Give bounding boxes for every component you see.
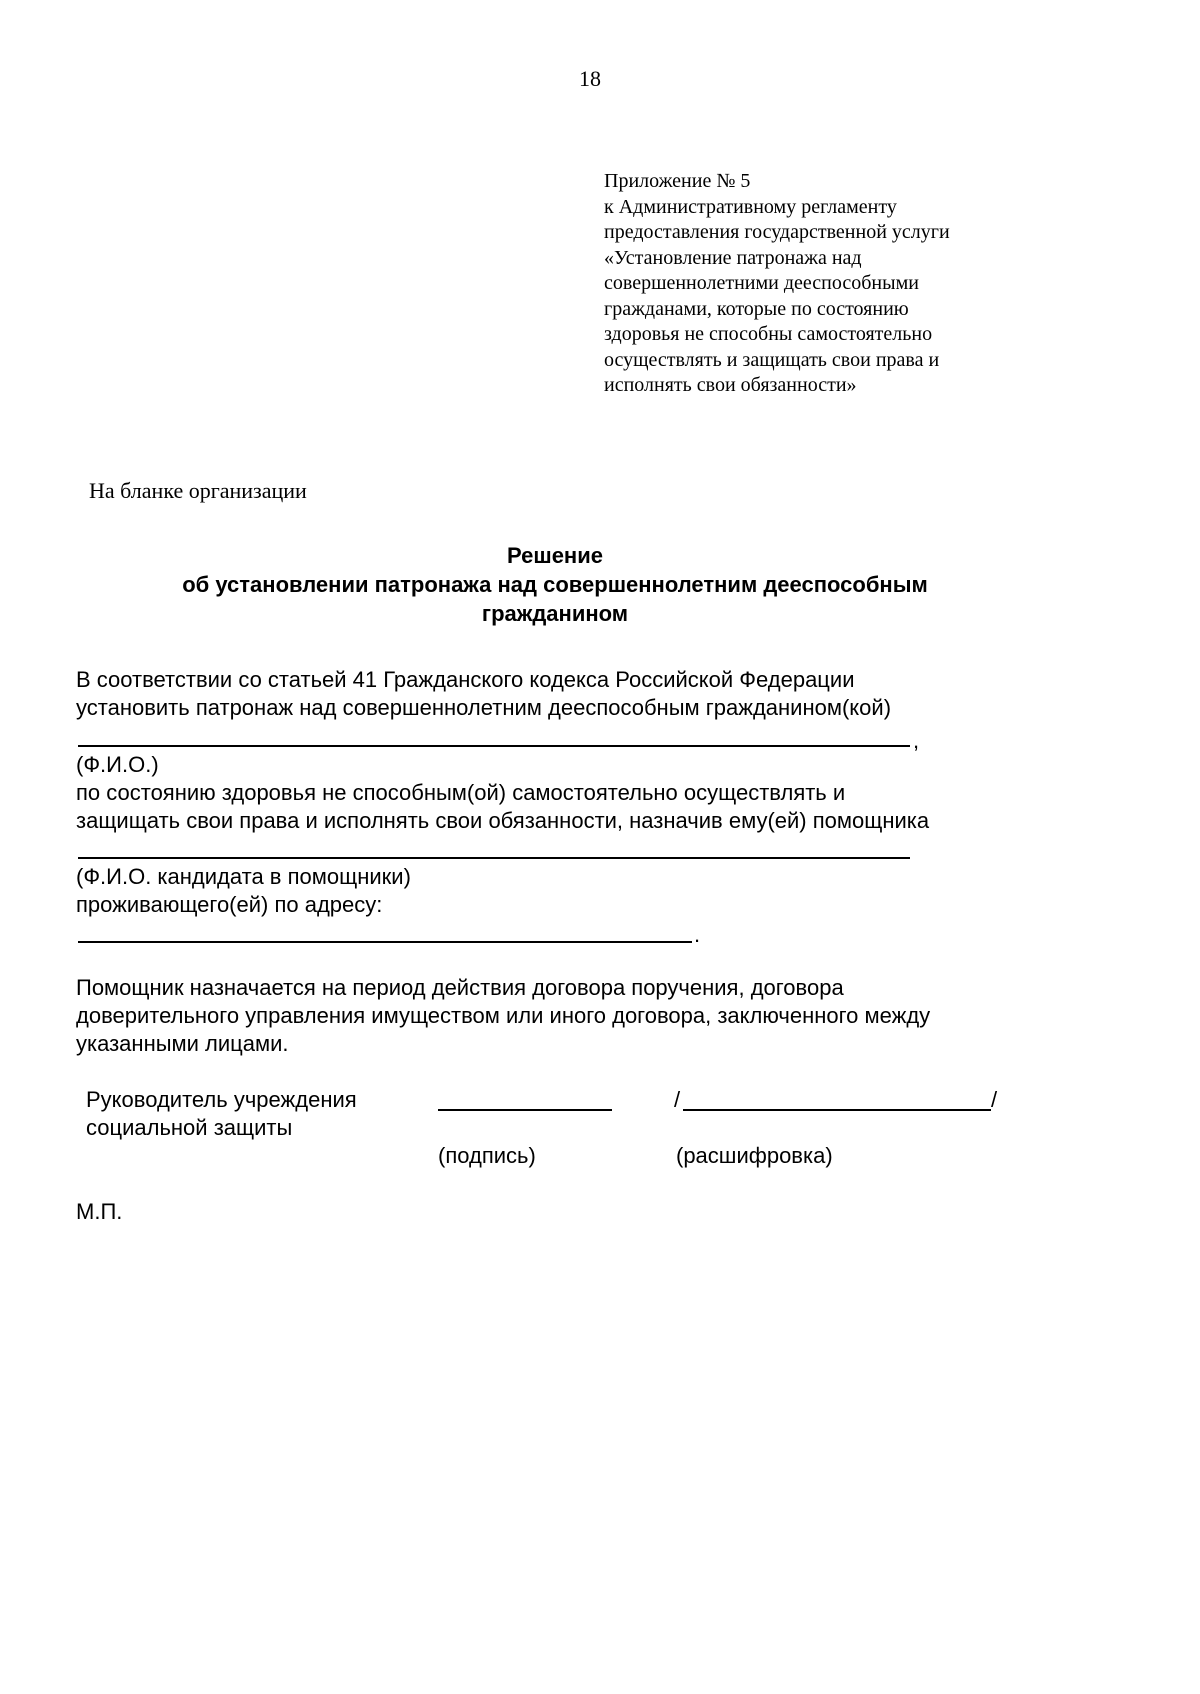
page-number: 18 [579, 66, 601, 91]
intro-line: В соответствии со статьей 41 Гражданского кодекса Российской Федерации [76, 667, 855, 692]
appendix-line: совершеннолетними дееспособными [604, 272, 919, 294]
signer-position: Руководитель учреждения [86, 1087, 357, 1112]
document-subtitle-line: об установлении патронажа над совершеннолетним дееспособным [182, 572, 928, 597]
body-line: защищать свои права и исполнять свои обязанности, назначив ему(ей) помощника [76, 808, 930, 833]
appendix-line: предоставления государственной услуги [604, 221, 950, 243]
stamp-place: М.П. [76, 1199, 123, 1224]
period-line: Помощник назначается на период действия договора поручения, договора [76, 975, 844, 1000]
period-line: доверительного управления имуществом или иного договора, заключенного между [76, 1003, 931, 1028]
document-title: Решение [507, 543, 603, 568]
slash-left: / [674, 1087, 681, 1112]
appendix-line: к Административному регламенту [604, 195, 897, 218]
appendix-line: «Установление патронажа над [604, 246, 862, 269]
address-period: . [694, 922, 701, 947]
assistant-caption: (Ф.И.О. кандидата в помощники) [76, 864, 411, 889]
body-line: по состоянию здоровья не способным(ой) самостоятельно осуществлять и [76, 780, 846, 805]
fio-caption: (Ф.И.О.) [76, 752, 159, 777]
appendix-line: исполнять свои обязанности» [604, 374, 857, 396]
appendix-note [604, 169, 950, 399]
intro-line: установить патронаж над совершеннолетним дееспособным гражданином(кой) [76, 695, 892, 720]
citizen-name-blank [78, 745, 910, 747]
decode-blank [683, 1109, 991, 1111]
address-blank [78, 941, 692, 943]
decode-caption: (расшифровка) [676, 1143, 833, 1168]
assistant-name-blank [78, 857, 910, 859]
blank-comma: , [913, 728, 920, 753]
document-subtitle-line: гражданином [481, 601, 629, 626]
signer-position: социальной защиты [86, 1115, 293, 1140]
appendix-line: Приложение № 5 [604, 170, 751, 192]
letterhead-note: На бланке организации [89, 478, 307, 503]
slash-right: / [991, 1087, 998, 1112]
appendix-line: здоровья не способны самостоятельно [604, 323, 933, 345]
signature-caption: (подпись) [438, 1143, 536, 1168]
appendix-line: осуществлять и защищать свои права и [604, 348, 940, 371]
period-line: указанными лицами. [76, 1031, 289, 1056]
signature-blank [438, 1109, 612, 1111]
appendix-line: гражданами, которые по состоянию [604, 297, 909, 320]
address-label: проживающего(ей) по адресу: [76, 892, 383, 917]
